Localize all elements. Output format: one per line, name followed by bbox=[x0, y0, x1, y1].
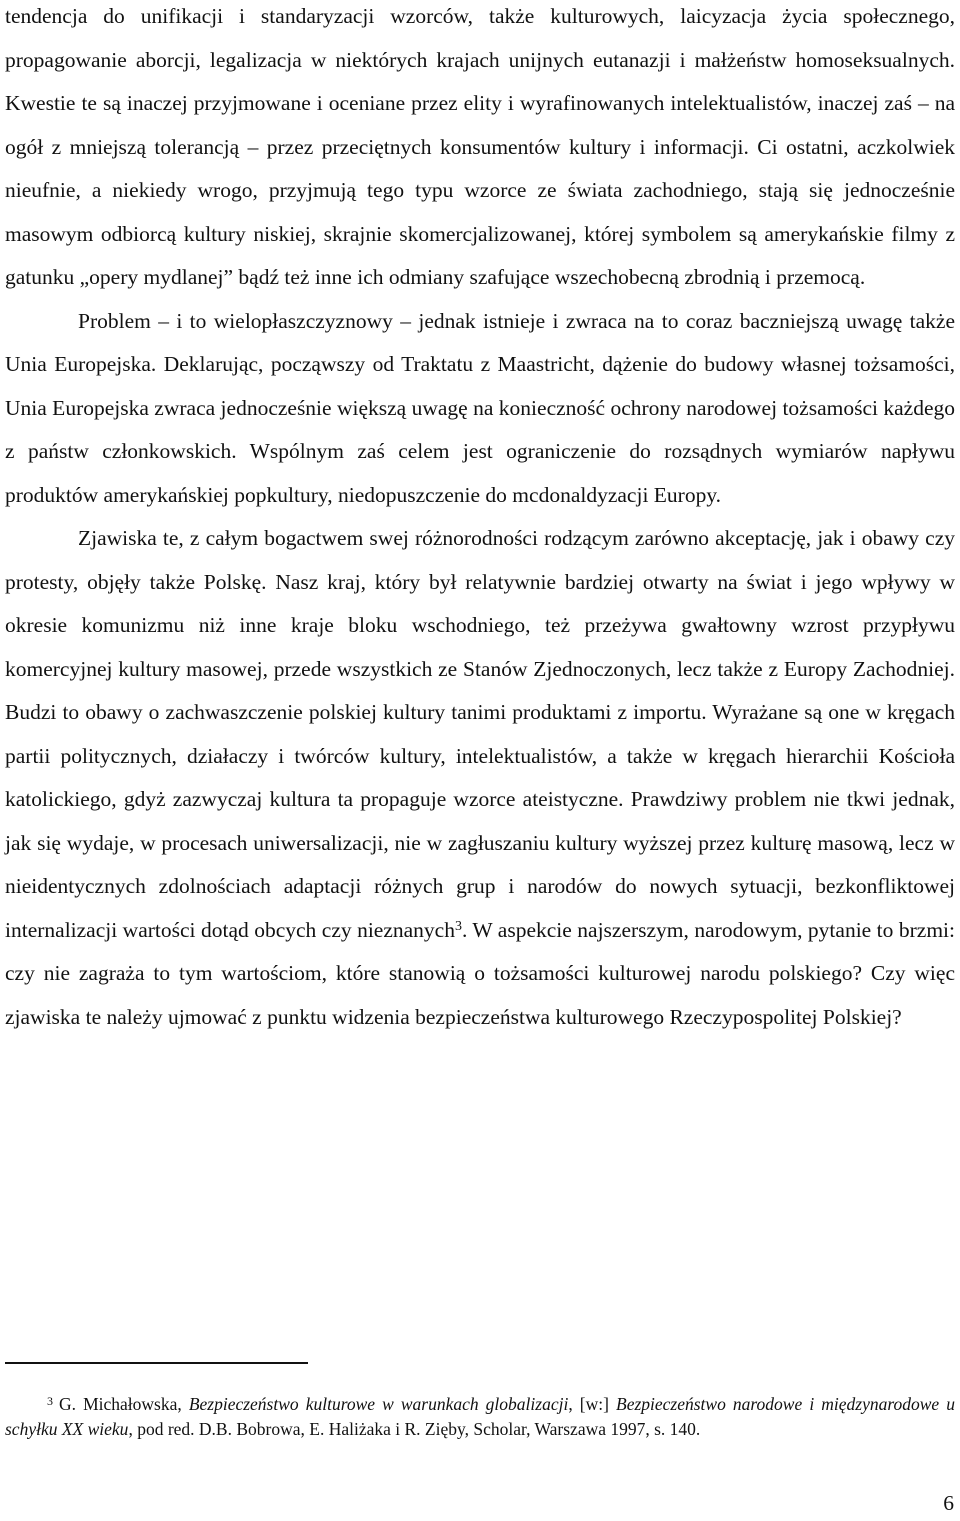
paragraph-3-text: Zjawiska te, z całym bogactwem swej różnorodności rodzącym zarówno akceptację, jak i obawy czy protesty, objęły także Polskę. Nasz kraj, który był relatywnie bardziej otwarty na świat i jego wpływy w okresie komunizmu niż inne kraje bloku wschodniego, też przeżywa gwałtowny wzrost przypływu komercyjnej kultury masowej, przede wszystkich ze Stanów Zjednoczonych, lecz także z Europy Zachodniej. Budzi to obawy o zachwaszczenie polskiej kultury tanimi produktami z importu. Wyrażane są one w kręgach partii politycznych, działaczy i twórców kultury, intelektualistów, a także w kręgach hierarchii Kościoła katolickiego, gdyż zazwyczaj kultura ta propaguje wzorce ateistyczne. Prawdziwy problem nie tkwi jednak, jak się wydaje, w procesach uniwersalizacji, nie w zagłuszaniu kultury wyższej przez kulturę masową, lecz w nieidentycznych zdolnościach adaptacji różnych grup i narodów do nowych sytuacji, bezkonfliktowej internalizacji wartości dotąd obcych czy nieznanych bbox=[5, 526, 955, 942]
footnote-in: , [w:] bbox=[568, 1394, 616, 1414]
body-text bbox=[5, 0, 955, 1039]
footnote-mark: 3 bbox=[47, 1394, 53, 1408]
footnote-title-2: Bezpieczeństwo narodowe i międzynarodowe u schyłku XX wieku bbox=[5, 1394, 955, 1439]
paragraph-3-text-continued: . W aspekcie najszerszym, narodowym, pytanie to brzmi: czy nie zagraża to tym wartościom, które stanowią o tożsamości kulturowej narodu polskiego? Czy więc zjawiska te należy ujmować z punktu widzenia bezpieczeństwa kulturowego Rzeczypospolitej Polskiej? bbox=[5, 917, 955, 1029]
paragraph-1: tendencja do unifikacji i standaryzacji wzorców, także kulturowych, laicyzacja życia społecznego, propagowanie aborcji, legalizacja w niektórych krajach unijnych eutanazji i małżeństw homoseksualnych. Kwestie te są inaczej przyjmowane i oceniane przez elity i wyrafinowanych intelektualistów, inaczej zaś – na ogół z mniejszą tolerancją – przez przeciętnych konsumentów kultury i informacji. Ci ostatni, aczkolwiek nieufnie, a niekiedy wrogo, przyjmują tego typu wzorce ze świata zachodniego, stają się jednocześnie masowym odbiorcą kultury niskiej, skrajnie skomercjalizowanej, której symbolem są amerykańskie filmy z gatunku „opery mydlanej” bądź też inne ich odmiany szafujące wszechobecną zbrodnią i przemocą. bbox=[5, 4, 955, 289]
footnote-text bbox=[5, 1392, 955, 1442]
footnote-publication: , pod red. D.B. Bobrowa, E. Haliżaka i R. Zięby, Scholar, Warszawa 1997, s. 140. bbox=[128, 1419, 701, 1439]
footnote-title-1: Bezpieczeństwo kulturowe w warunkach globalizacji bbox=[188, 1394, 569, 1414]
footnote-author: G. Michałowska, bbox=[59, 1394, 189, 1414]
paragraph-3 bbox=[5, 517, 955, 1039]
paragraph-2: Problem – i to wielopłaszczyznowy – jednak istnieje i zwraca na to coraz baczniejszą uwagę także Unia Europejska. Deklarując, począwszy od Traktatu z Maastricht, dążenie do budowy własnej tożsamości, Unia Europejska zwraca jednocześnie większą uwagę na konieczność ochrony narodowej tożsamości każdego z państw członkowskich. Wspólnym zaś celem jest ograniczenie do rozsądnych wymiarów napływu produktów amerykańskiej popkultury, niedopuszczenie do mcdonaldyzacji Europy. bbox=[5, 308, 955, 507]
page-number: 6 bbox=[943, 1491, 954, 1515]
footnote-separator bbox=[5, 1362, 308, 1364]
footnote bbox=[5, 1392, 955, 1442]
footnote-reference[interactable]: 3 bbox=[454, 918, 462, 934]
